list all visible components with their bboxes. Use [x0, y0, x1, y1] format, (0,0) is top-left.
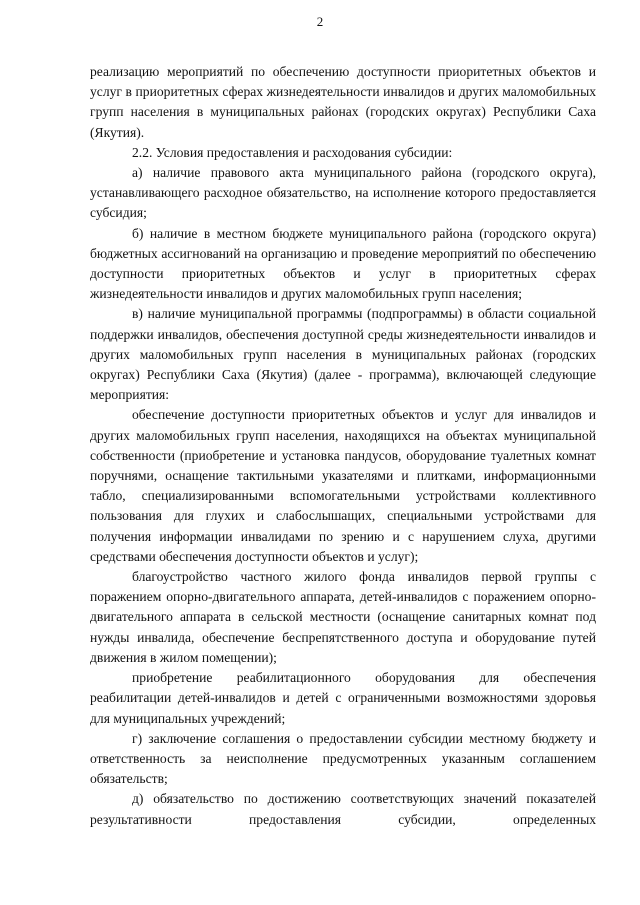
paragraph-item-g: г) заключение соглашения о предоставлении субсидии местному бюджету и ответственность за неисполнение предусмотренных указанным соглашением обязательств; [90, 730, 596, 787]
paragraph-continuation: реализацию мероприятий по обеспечению доступности приоритетных объектов и услуг в приоритетных сферах жизнедеятельности инвалидов и других маломобильных групп населения в муниципальных районах (городских округах) Республики Саха (Якутия). [90, 64, 596, 140]
paragraph-item-b: б) наличие в местном бюджете муниципального района (городского округа) бюджетных ассигнований на организацию и проведение мероприятий по обеспечению доступности приоритетных объектов и услуг в приоритетных сферах жизнедеятельности инвалидов и других маломобильных групп населения; [90, 225, 596, 302]
paragraph-measure-accessibility: обеспечение доступности приоритетных объектов и услуг для инвалидов и других маломобильных групп населения, находящихся на объектах муниципальной собственности (приобретение и установка пандусов, оборудование туалетных комнат поручнями, оснащение тактильными указателями и плитками, информационными табло, специализированными вспомогательными устройствами коллективного пользования для глухих и слабослышащих, специальными устройствами для получения информации инвалидами по зрению и с нарушением слуха, другими средствами обеспечения доступности объектов и услуг); [90, 407, 596, 564]
section-heading-2-2: 2.2. Условия предоставления и расходования субсидии: [132, 144, 453, 160]
paragraph-measure-housing: благоустройство частного жилого фонда инвалидов первой группы с поражением опорно-двигательного аппарата, детей-инвалидов с поражением опорно-двигательного аппарата в сельской местности (оснащение санитарных комнат под нужды инвалида, обеспечение беспрепятственного доступа и оборудование путей движения в жилом помещении); [90, 569, 596, 665]
paragraph-item-v: в) наличие муниципальной программы (подпрограммы) в области социальной поддержки инвалидов, обеспечения доступной среды жизнедеятельности инвалидов и других маломобильных групп населения в муниципальных районах (городских округах) Республики Саха (Якутия) (далее - программа), включающей следующие мероприятия: [90, 306, 596, 403]
document-body [90, 62, 596, 830]
page-number: 2 [316, 14, 324, 29]
paragraph-item-d: д) обязательство по достижению соответствующих значений показателей результативности предоставления субсидии, определенных [90, 791, 596, 827]
paragraph-measure-rehab-equipment: приобретение реабилитационного оборудования для обеспечения реабилитации детей-инвалидов и детей с ограниченными возможностями здоровья для муниципальных учреждений; [90, 670, 596, 726]
paragraph-item-a: а) наличие правового акта муниципального района (городского округа), устанавливающего расходное обязательство, на исполнение которого предоставляется субсидия; [90, 165, 596, 221]
